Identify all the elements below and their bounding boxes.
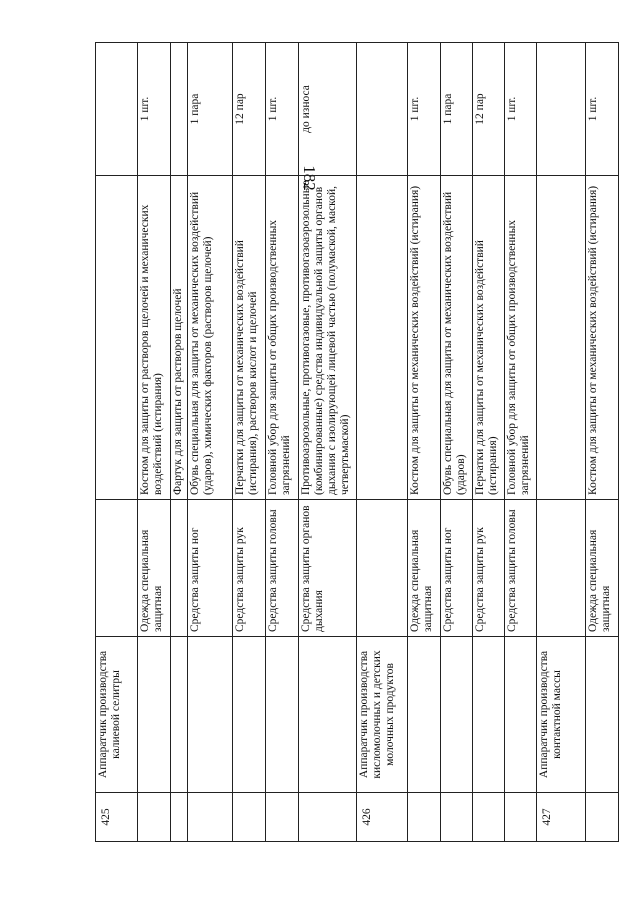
ppe-type: Средства защиты головы bbox=[505, 500, 537, 637]
ppe-item: Обувь специальная для защиты от механических воздействий (ударов), химических факторов (растворов щелочей) bbox=[188, 176, 233, 500]
ppe-type bbox=[357, 500, 408, 637]
issue-norm: 1 шт. bbox=[408, 43, 441, 176]
row-number bbox=[505, 793, 537, 842]
issue-norm: 1 пара bbox=[441, 43, 473, 176]
profession-name bbox=[586, 637, 619, 793]
row-number bbox=[473, 793, 505, 842]
table-row bbox=[138, 43, 171, 842]
table-row bbox=[171, 43, 188, 842]
ppe-item bbox=[96, 176, 138, 500]
issue-norm bbox=[537, 43, 586, 176]
ppe-type: Средства защиты рук bbox=[473, 500, 505, 637]
row-number bbox=[441, 793, 473, 842]
table-row bbox=[441, 43, 473, 842]
ppe-type: Средства защиты ног bbox=[441, 500, 473, 637]
rotated-table-container bbox=[95, 85, 612, 842]
ppe-type bbox=[537, 500, 586, 637]
table-row bbox=[505, 43, 537, 842]
profession-name bbox=[505, 637, 537, 793]
profession-name bbox=[473, 637, 505, 793]
table-body bbox=[96, 43, 619, 842]
issue-norm: 12 пар bbox=[473, 43, 505, 176]
table-row bbox=[357, 43, 408, 842]
issue-norm: 1 шт. bbox=[586, 43, 619, 176]
row-number bbox=[171, 793, 188, 842]
ppe-item: Обувь специальная для защиты от механических воздействий (ударов) bbox=[441, 176, 473, 500]
table-row bbox=[473, 43, 505, 842]
profession-name bbox=[408, 637, 441, 793]
profession-name bbox=[171, 637, 188, 793]
row-number: 425 bbox=[96, 793, 138, 842]
ppe-item: Костюм для защиты от механических воздействий (истирания) bbox=[586, 176, 619, 500]
ppe-type: Средства защиты рук bbox=[233, 500, 266, 637]
issue-norm: до износа bbox=[299, 43, 357, 176]
profession-name bbox=[299, 637, 357, 793]
issue-norm: 1 шт. bbox=[505, 43, 537, 176]
issue-norm: 1 шт. bbox=[138, 43, 171, 176]
ppe-item: Противоаэрозольные, противогазовые, противогазоаэрозольные (комбинированные) средства индивидуальной защиты органов дыхания с изолирующей лицевой частью (полумаской, маской, четвертьмаской) bbox=[299, 176, 357, 500]
table-row bbox=[408, 43, 441, 842]
row-number bbox=[233, 793, 266, 842]
ppe-item bbox=[537, 176, 586, 500]
profession-name bbox=[233, 637, 266, 793]
ppe-item: Перчатки для защиты от механических воздействий (истирания) bbox=[473, 176, 505, 500]
ppe-norms-table bbox=[95, 42, 619, 842]
row-number: 427 bbox=[537, 793, 586, 842]
page-number: 182 bbox=[299, 165, 319, 191]
table-row bbox=[586, 43, 619, 842]
ppe-item: Фартук для защиты от растворов щелочей bbox=[171, 176, 188, 500]
profession-name: Аппаратчик производства кисломолочных и детских молочных продуктов bbox=[357, 637, 408, 793]
ppe-item: Костюм для защиты от растворов щелочей и механических воздействий (истирания) bbox=[138, 176, 171, 500]
table-row bbox=[537, 43, 586, 842]
ppe-item: Перчатки для защиты от механических воздействий (истирания), растворов кислот и щелочей bbox=[233, 176, 266, 500]
issue-norm: 1 пара bbox=[188, 43, 233, 176]
row-number bbox=[188, 793, 233, 842]
issue-norm bbox=[357, 43, 408, 176]
table-row bbox=[96, 43, 138, 842]
ppe-type: Одежда специальная защитная bbox=[586, 500, 619, 637]
profession-name bbox=[188, 637, 233, 793]
row-number bbox=[299, 793, 357, 842]
table-row bbox=[299, 43, 357, 842]
ppe-type: Средства защиты ног bbox=[188, 500, 233, 637]
ppe-type: Одежда специальная защитная bbox=[408, 500, 441, 637]
ppe-type: Средства защиты головы bbox=[266, 500, 299, 637]
ppe-item: Головной убор для защиты от общих производственных загрязнений bbox=[266, 176, 299, 500]
issue-norm: 12 пар bbox=[233, 43, 266, 176]
ppe-type bbox=[171, 500, 188, 637]
ppe-type: Одежда специальная защитная bbox=[138, 500, 171, 637]
profession-name bbox=[441, 637, 473, 793]
profession-name bbox=[138, 637, 171, 793]
profession-name bbox=[266, 637, 299, 793]
profession-name: Аппаратчик производства контактной массы bbox=[537, 637, 586, 793]
table-row bbox=[266, 43, 299, 842]
table-row bbox=[188, 43, 233, 842]
ppe-item bbox=[357, 176, 408, 500]
profession-name: Аппаратчик производства калиевой селитры bbox=[96, 637, 138, 793]
ppe-item: Костюм для защиты от механических воздействий (истирания) bbox=[408, 176, 441, 500]
table-row bbox=[233, 43, 266, 842]
issue-norm bbox=[171, 43, 188, 176]
row-number bbox=[586, 793, 619, 842]
row-number bbox=[138, 793, 171, 842]
issue-norm bbox=[96, 43, 138, 176]
issue-norm: 1 шт. bbox=[266, 43, 299, 176]
row-number bbox=[408, 793, 441, 842]
ppe-type bbox=[96, 500, 138, 637]
row-number bbox=[266, 793, 299, 842]
row-number: 426 bbox=[357, 793, 408, 842]
ppe-type: Средства защиты органов дыхания bbox=[299, 500, 357, 637]
ppe-item: Головной убор для защиты от общих производственных загрязнений bbox=[505, 176, 537, 500]
